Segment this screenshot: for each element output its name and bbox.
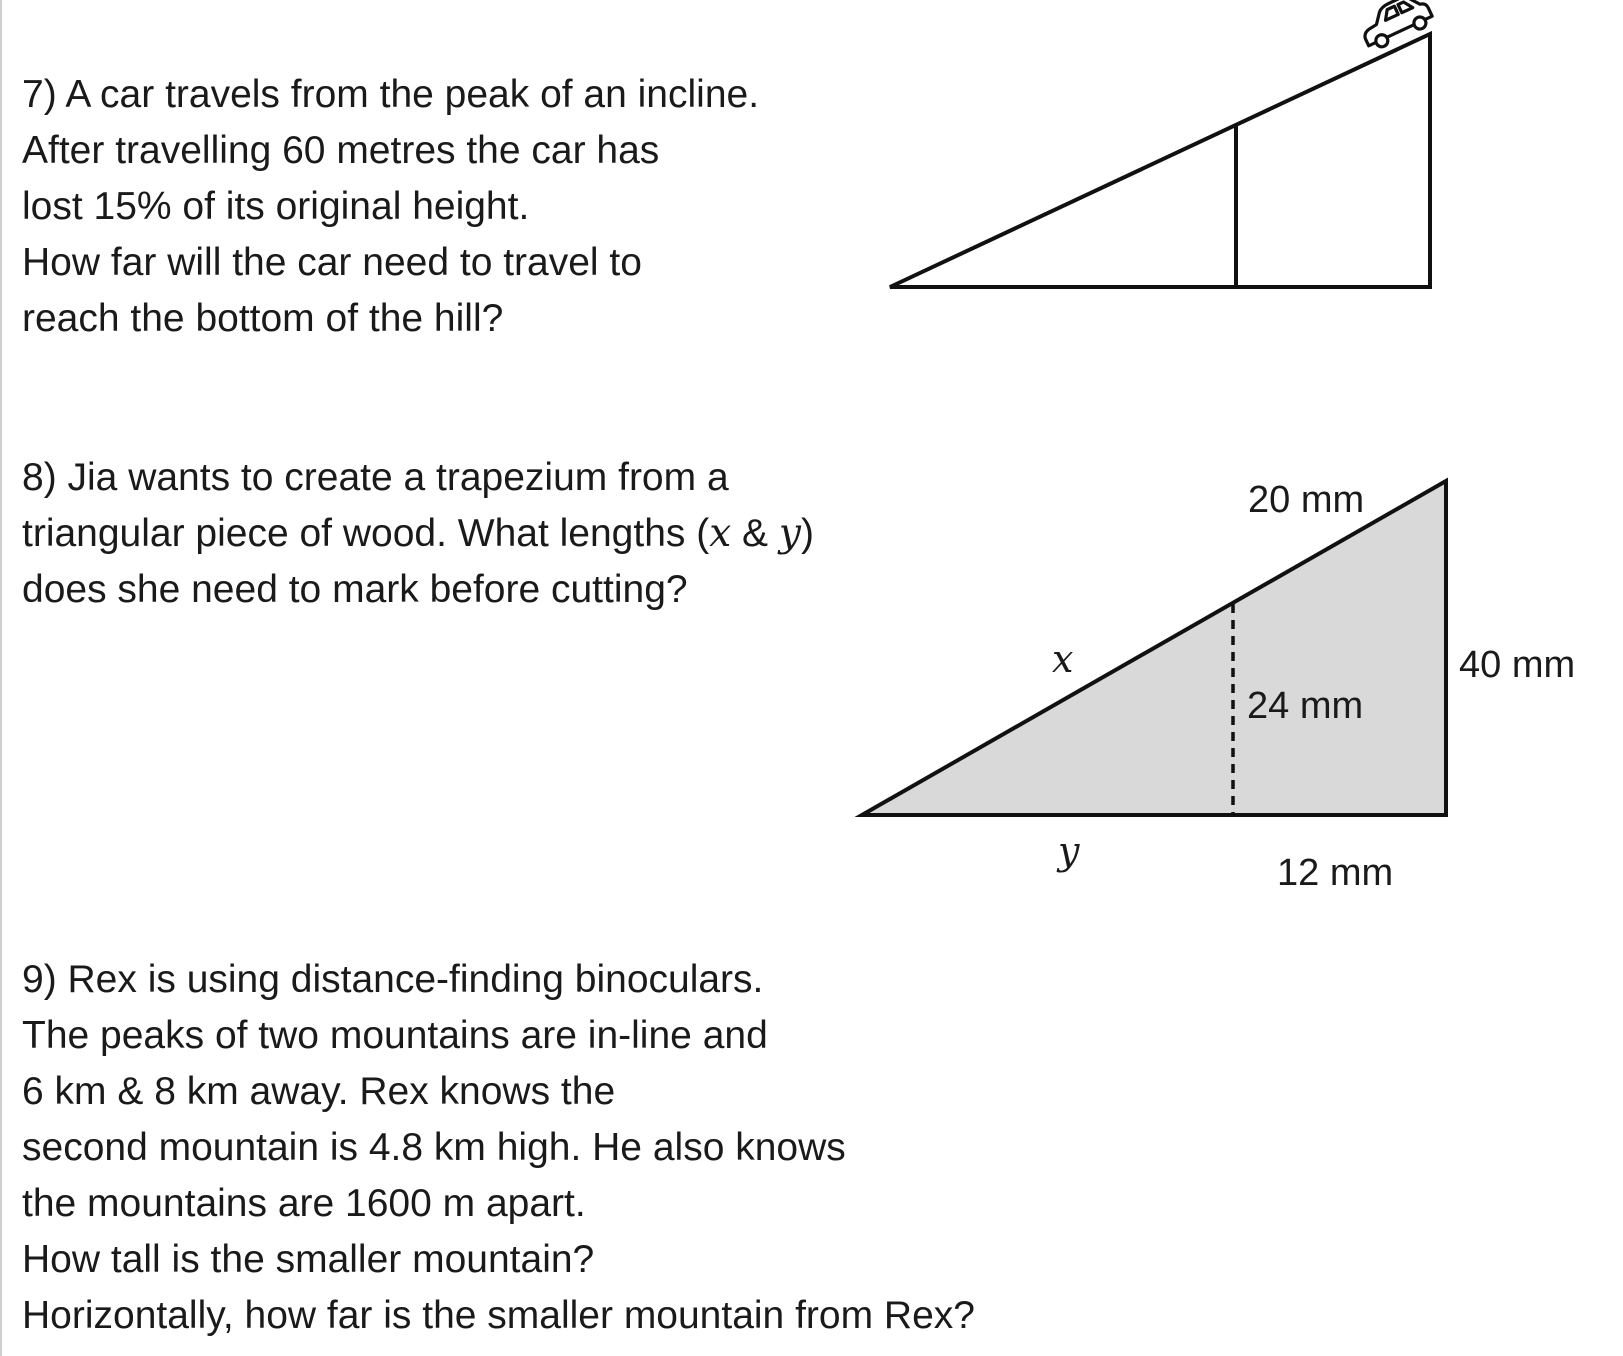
- question-7-line-3: lost 15% of its original height.: [22, 185, 530, 228]
- label-x: x: [1052, 637, 1074, 681]
- incline-diagram: [890, 0, 1435, 287]
- question-8-line-1: 8) Jia wants to create a trapezium from a: [22, 456, 729, 499]
- closing-paren: ): [800, 512, 814, 555]
- question-8-line-2-text: triangular piece of wood. What lengths (: [22, 512, 710, 555]
- question-9-line-4: second mountain is 4.8 km high. He also knows: [22, 1126, 846, 1169]
- question-9-line-6: How tall is the smaller mountain?: [22, 1238, 595, 1281]
- variable-x: x: [709, 511, 732, 556]
- ampersand: &: [731, 512, 779, 555]
- question-7-line-4: How far will the car need to travel to: [22, 241, 642, 284]
- question-7-line-2: After travelling 60 metres the car has: [22, 129, 660, 172]
- question-9-line-2: The peaks of two mountains are in-line and: [22, 1014, 768, 1057]
- question-9-line-7: Horizontally, how far is the smaller mountain from Rex?: [22, 1294, 975, 1337]
- question-7-line-5: reach the bottom of the hill?: [22, 297, 504, 340]
- car-icon: [1356, 0, 1435, 52]
- question-7-line-1: 7) A car travels from the peak of an incline.: [22, 73, 760, 116]
- label-top-20mm: 20 mm: [1248, 479, 1365, 521]
- question-9-line-3: 6 km & 8 km away. Rex knows the: [22, 1070, 616, 1113]
- label-inner-24mm: 24 mm: [1247, 685, 1364, 727]
- trapezium-diagram: [862, 479, 1575, 894]
- label-bottom-12mm: 12 mm: [1277, 852, 1394, 894]
- question-8-line-3: does she need to mark before cutting?: [22, 568, 688, 611]
- wood-triangle: [862, 481, 1446, 815]
- incline-triangle: [890, 34, 1430, 287]
- variable-y: y: [778, 511, 801, 556]
- question-9-line-1: 9) Rex is using distance-finding binoculars.: [22, 958, 764, 1001]
- label-right-40mm: 40 mm: [1459, 644, 1576, 686]
- label-y: y: [1058, 829, 1080, 873]
- question-9-line-5: the mountains are 1600 m apart.: [22, 1182, 586, 1225]
